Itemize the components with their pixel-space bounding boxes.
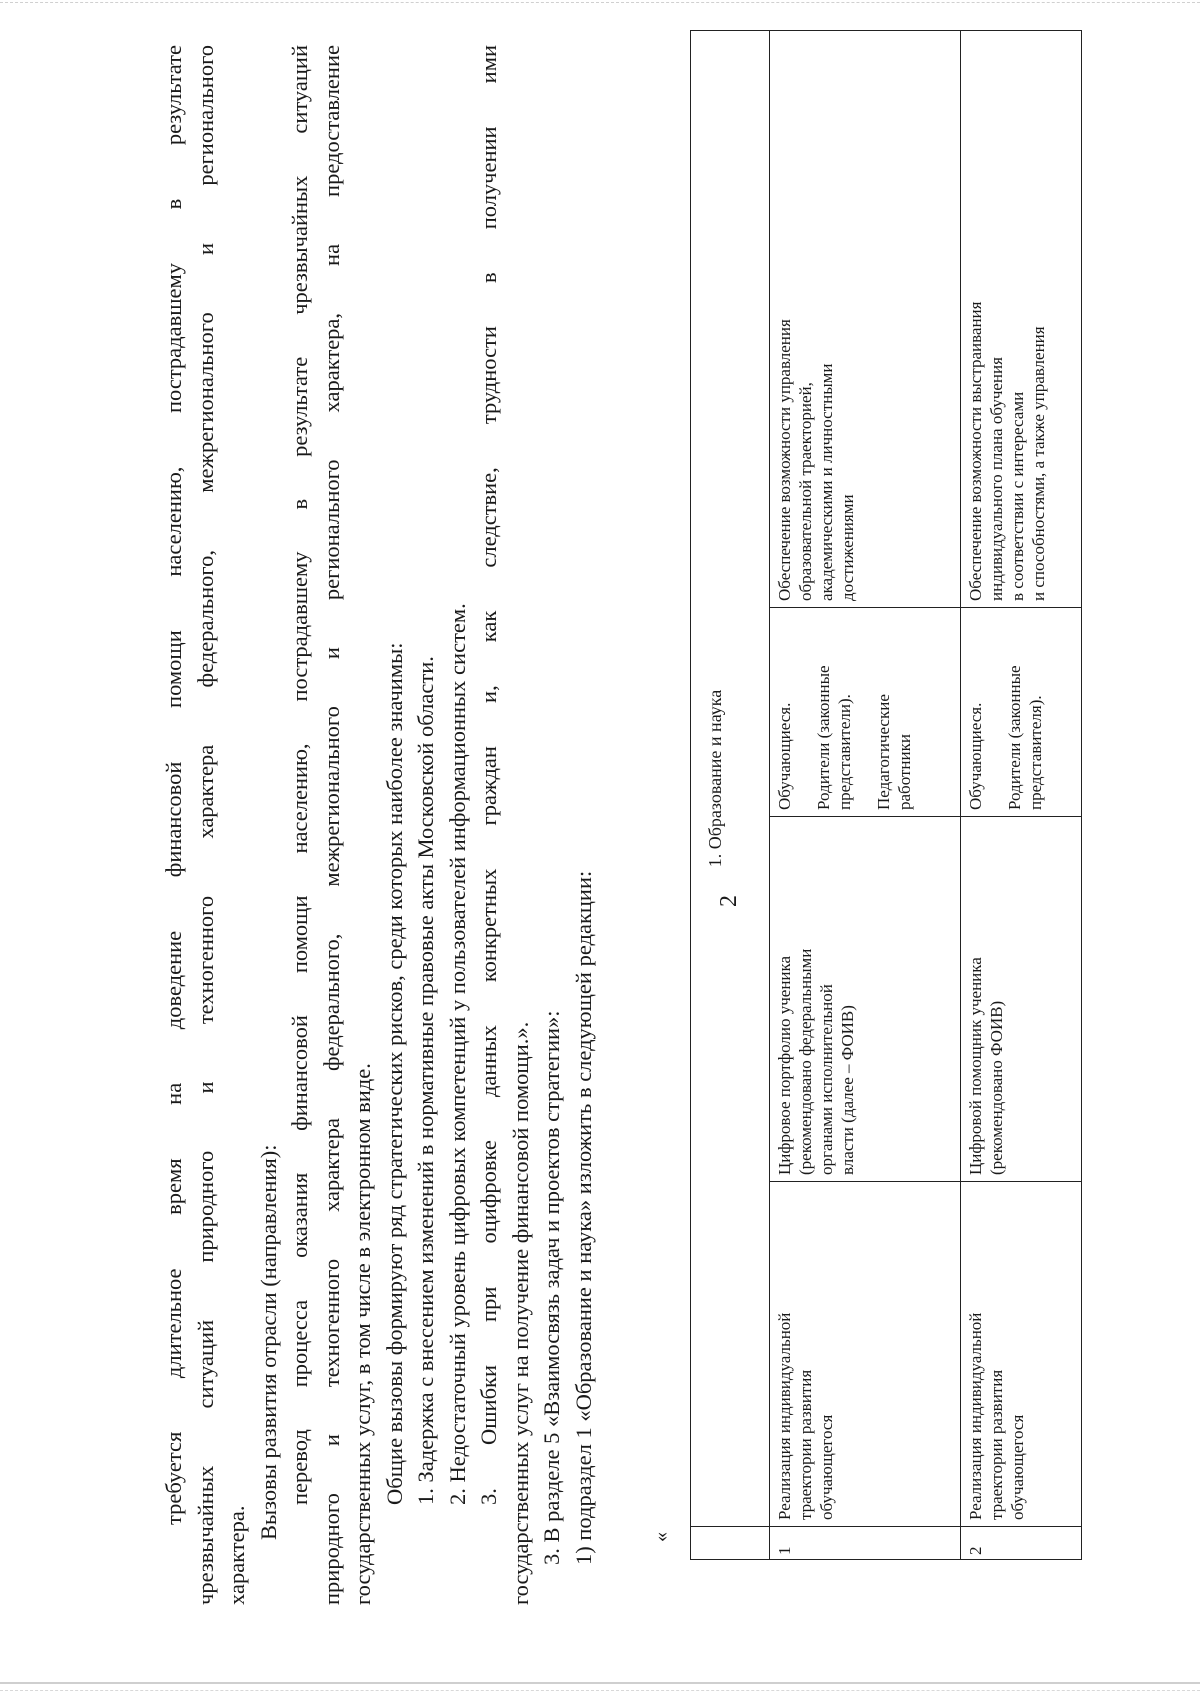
paragraph-line: чрезвычайных ситуаций природного и техногенного характера федерального, межрегионального и регионального [192, 45, 218, 1605]
section-title: 1. Образование и наука [705, 689, 725, 868]
table-cell-effect [961, 31, 1082, 608]
table-cell [691, 1527, 770, 1560]
cell-text: представителя). [1026, 695, 1045, 810]
paragraph-line: Вызовы развития отрасли (направления): [255, 1144, 281, 1540]
scan-edge-bottom-dashed [0, 1690, 1200, 1691]
cell-text: Обучающиеся. [775, 702, 794, 810]
paragraph-line: государственных услуг на получение финансовой помощи.». [507, 1021, 533, 1605]
row-number: 2 [961, 1527, 1082, 1560]
cell-text: обучающегося [817, 1414, 836, 1520]
strategy-table [690, 30, 1082, 1560]
paragraph-line: 2. Недостаточный уровень цифровых компетенций у пользователей информационных систем. [444, 603, 470, 1505]
table-row [961, 31, 1082, 1560]
cell-text: обучающегося [1008, 1414, 1027, 1520]
table-section-row [691, 31, 770, 1560]
table-cell-tool [770, 817, 961, 1182]
cell-text: траектории развития [796, 1369, 815, 1520]
paragraph-line: перевод процесса оказания финансовой помощи населению, пострадавшему в результате чрезвычайных ситуаций [287, 45, 312, 1505]
page-number: 2 [716, 895, 742, 907]
cell-text: Родители (законные [1005, 665, 1024, 810]
cell-text: траектории развития [987, 1369, 1006, 1520]
paragraph-line: природного и техногенного характера федерального, межрегионального и регионального характера, на предоставление [318, 45, 344, 1605]
cell-gap [986, 614, 1004, 810]
paragraph-line: требуется длительное время на доведение финансовой помощи населению, пострадавшему в результате [161, 45, 186, 1525]
table-cell-effect [770, 31, 961, 608]
table-cell-goal [770, 1182, 961, 1527]
cell-text: индивидуального плана обучения [987, 357, 1006, 601]
cell-text: Цифровой помощник ученика [966, 957, 985, 1175]
paragraph-line: 1. Задержка с внесением изменений в нормативные правовые акты Московской области. [413, 656, 438, 1505]
cell-gap [795, 614, 813, 810]
table-cell-goal [961, 1182, 1082, 1527]
cell-text: (рекомендовано федеральными [796, 948, 815, 1175]
cell-text: образовательной траекторией, [796, 382, 815, 601]
table-cell [691, 31, 770, 1527]
table-row [770, 31, 961, 1560]
quote-mark: « [650, 1532, 672, 1542]
paragraph-line: государственных услуг, в том числе в электронном виде. [350, 1063, 375, 1605]
paragraph-line: 3. В разделе 5 «Взаимосвязь задач и проектов стратегии»: [539, 1010, 564, 1565]
cell-text: Обеспечение возможности выстраивания [966, 301, 985, 601]
cell-text: (рекомендовано ФОИВ) [987, 1000, 1006, 1175]
cell-text: Цифровое портфолио ученика [775, 955, 794, 1175]
paragraph-line: характера. [224, 1505, 249, 1605]
cell-text: представители). [835, 694, 854, 810]
cell-text: власти (далее – ФОИВ) [838, 1005, 857, 1175]
cell-text: Обучающиеся. [966, 702, 985, 810]
cell-text: в соответствии с интересами [1008, 391, 1027, 601]
cell-text: достижениями [838, 494, 857, 601]
cell-text: и способностями, а также управления [1029, 326, 1048, 601]
paragraph-line: 1) подраздел 1 «Образование и наука» изложить в следующей редакции: [570, 870, 596, 1565]
cell-text: Реализация индивидуальной [775, 1312, 794, 1520]
scan-edge-bottom [0, 1682, 1200, 1684]
cell-text: органами исполнительной [817, 984, 836, 1175]
cell-gap [855, 614, 873, 810]
cell-text: работники [895, 734, 914, 810]
cell-text: Педагогические [874, 694, 893, 810]
cell-text: Обеспечение возможности управления [775, 319, 794, 601]
row-number: 1 [770, 1527, 961, 1560]
table-cell-tool [961, 817, 1082, 1182]
document-body [158, 45, 599, 1605]
paragraph-line: 3. Ошибки при оцифровке данных конкретных граждан и, как следствие, трудности в получении ими [476, 45, 501, 1505]
table-cell-who [770, 608, 961, 817]
cell-text: Родители (законные [814, 665, 833, 810]
cell-text: академическими и личностными [817, 363, 836, 601]
table-cell-who [961, 608, 1082, 817]
paragraph-line: Общие вызовы формируют ряд стратегических рисков, среди которых наиболее значимы: [381, 642, 407, 1505]
cell-text: Реализация индивидуальной [966, 1312, 985, 1520]
